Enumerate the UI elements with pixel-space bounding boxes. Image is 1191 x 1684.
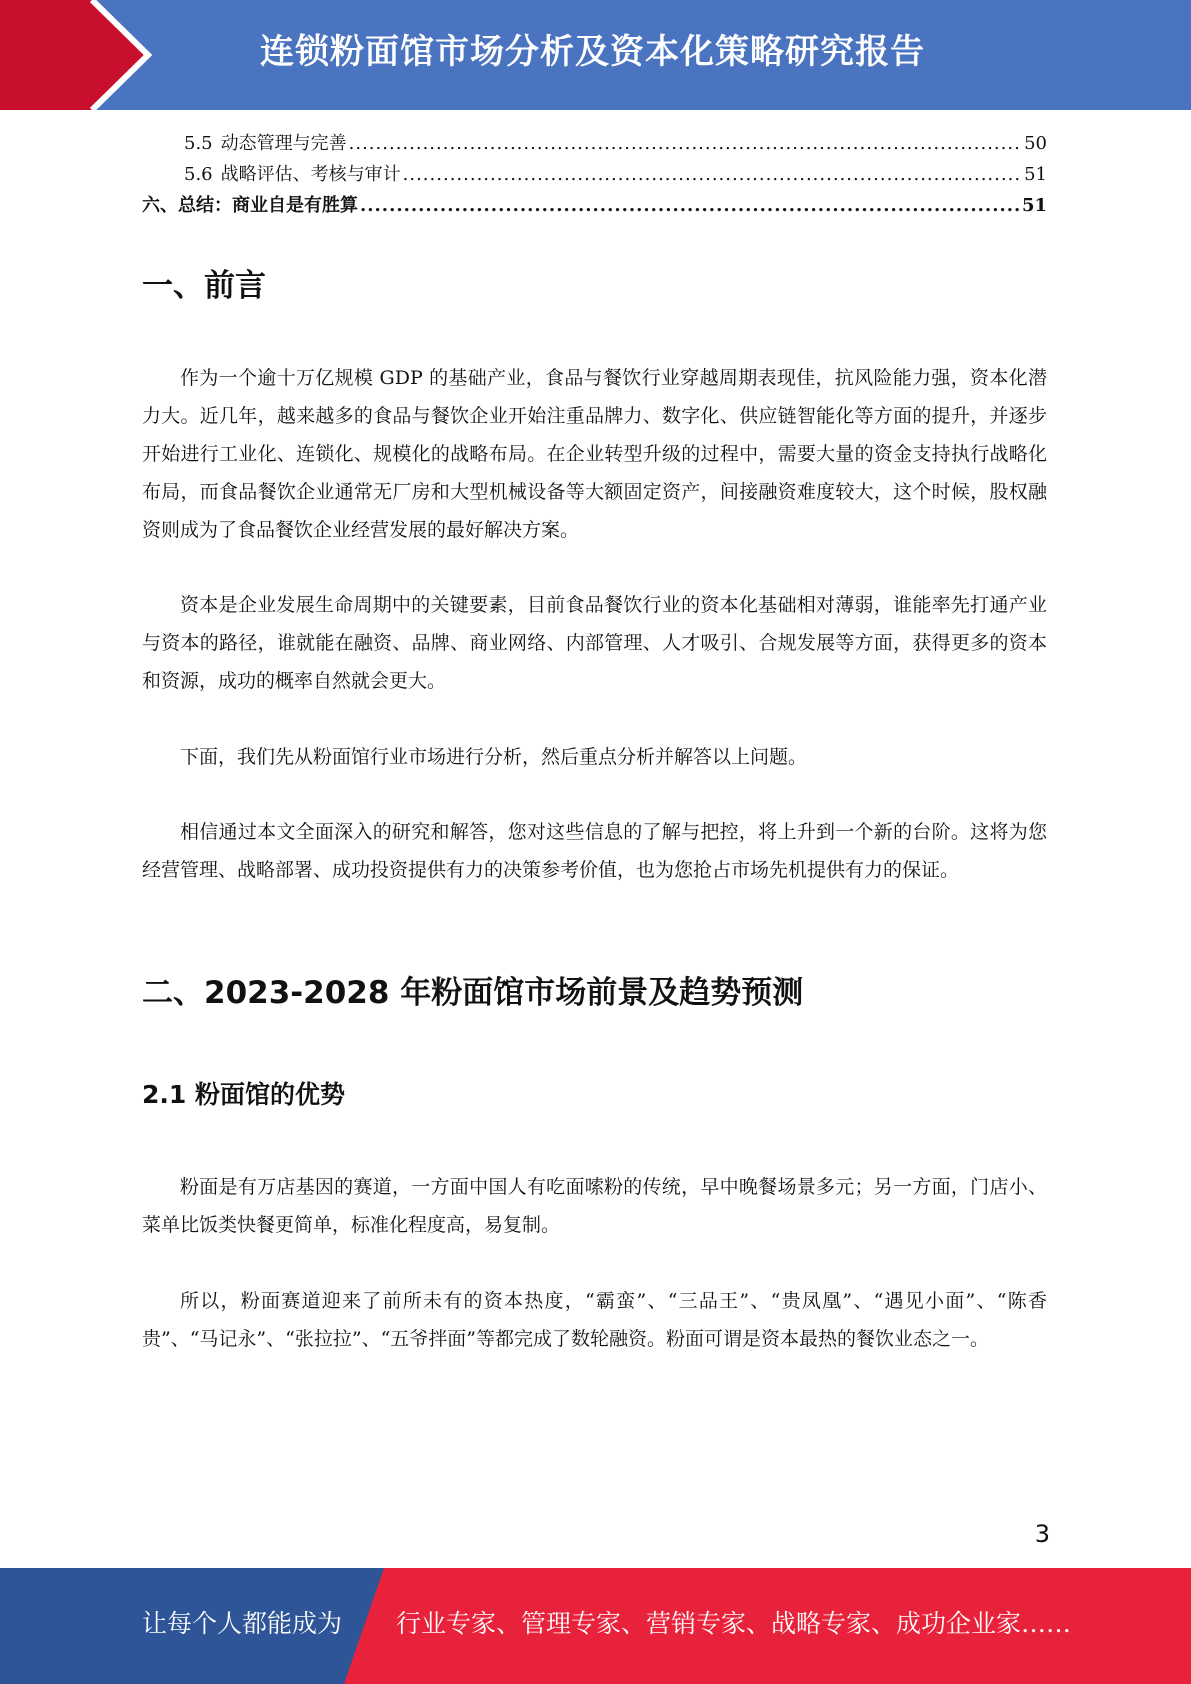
toc-page: 50	[1024, 133, 1047, 154]
page-number: 3	[1034, 1520, 1050, 1548]
toc-number: 六、	[142, 195, 178, 216]
toc-entry[interactable]	[142, 128, 1047, 159]
paragraph: 作为一个逾十万亿规模 GDP 的基础产业，食品与餐饮行业穿越周期表现佳，抗风险能力强，资本化潜力大。近几年，越来越多的食品与餐饮企业开始注重品牌力、数字化、供应链智能化等方面的提升，并逐步开始进行工业化、连锁化、规模化的战略布局。在企业转型升级的过程中，需要大量的资金支持执行战略化布局，而食品餐饮企业通常无厂房和大型机械设备等大额固定资产，间接融资难度较大，这个时候，股权融资则成为了食品餐饮企业经营发展的最好解决方案。	[142, 367, 1047, 541]
toc-page: 51	[1024, 164, 1047, 185]
header-red-chevron	[0, 0, 148, 110]
report-title: 连锁粉面馆市场分析及资本化策略研究报告	[260, 32, 925, 72]
page-footer	[0, 1568, 1191, 1684]
toc-title: 动态管理与完善	[220, 133, 347, 154]
toc-entry[interactable]	[142, 190, 1047, 221]
footer-slogan-right: 行业专家、管理专家、营销专家、战略专家、成功企业家……	[396, 1609, 1072, 1638]
toc-number: 5.6	[184, 164, 213, 185]
toc-title: 总结：商业自是有胜算	[178, 195, 358, 216]
subsection-heading: 2.1 粉面馆的优势	[142, 1080, 345, 1109]
paragraph: 所以，粉面赛道迎来了前所未有的资本热度，“霸蛮”、“三品王”、“贵凤凰”、“遇见小面”、“陈香贵”、“马记永”、“张拉拉”、“五爷拌面”等都完成了数轮融资。粉面可谓是资本最热的餐饮业态之一。	[142, 1290, 1047, 1350]
section-heading-forecast: 二、2023-2028 年粉面馆市场前景及趋势预测	[142, 975, 804, 1011]
toc-page: 51	[1021, 195, 1047, 216]
paragraph: 资本是企业发展生命周期中的关键要素，目前食品餐饮行业的资本化基础相对薄弱，谁能率先打通产业与资本的路径，谁就能在融资、品牌、商业网络、内部管理、人才吸引、合规发展等方面，获得更多的资本和资源，成功的概率自然就会更大。	[142, 594, 1047, 692]
paragraph: 下面，我们先从粉面馆行业市场进行分析，然后重点分析并解答以上问题。	[180, 746, 808, 768]
toc-number: 5.5	[184, 133, 213, 154]
page-header	[0, 0, 1191, 110]
toc-leader	[403, 159, 1022, 190]
table-of-contents	[142, 128, 1047, 221]
toc-entry[interactable]	[142, 159, 1047, 190]
footer-slogan-left: 让每个人都能成为	[142, 1609, 343, 1638]
toc-leader	[360, 190, 1020, 221]
paragraph: 相信通过本文全面深入的研究和解答，您对这些信息的了解与把控，将上升到一个新的台阶。这将为您经营管理、战略部署、成功投资提供有力的决策参考价值，也为您抢占市场先机提供有力的保证。	[142, 821, 1047, 881]
section-heading-preface: 一、前言	[142, 268, 266, 304]
toc-title: 战略评估、考核与审计	[220, 164, 401, 185]
toc-leader	[349, 128, 1022, 159]
paragraph: 粉面是有万店基因的赛道，一方面中国人有吃面嗦粉的传统，早中晚餐场景多元；另一方面，门店小、菜单比饭类快餐更简单，标准化程度高，易复制。	[142, 1176, 1047, 1236]
